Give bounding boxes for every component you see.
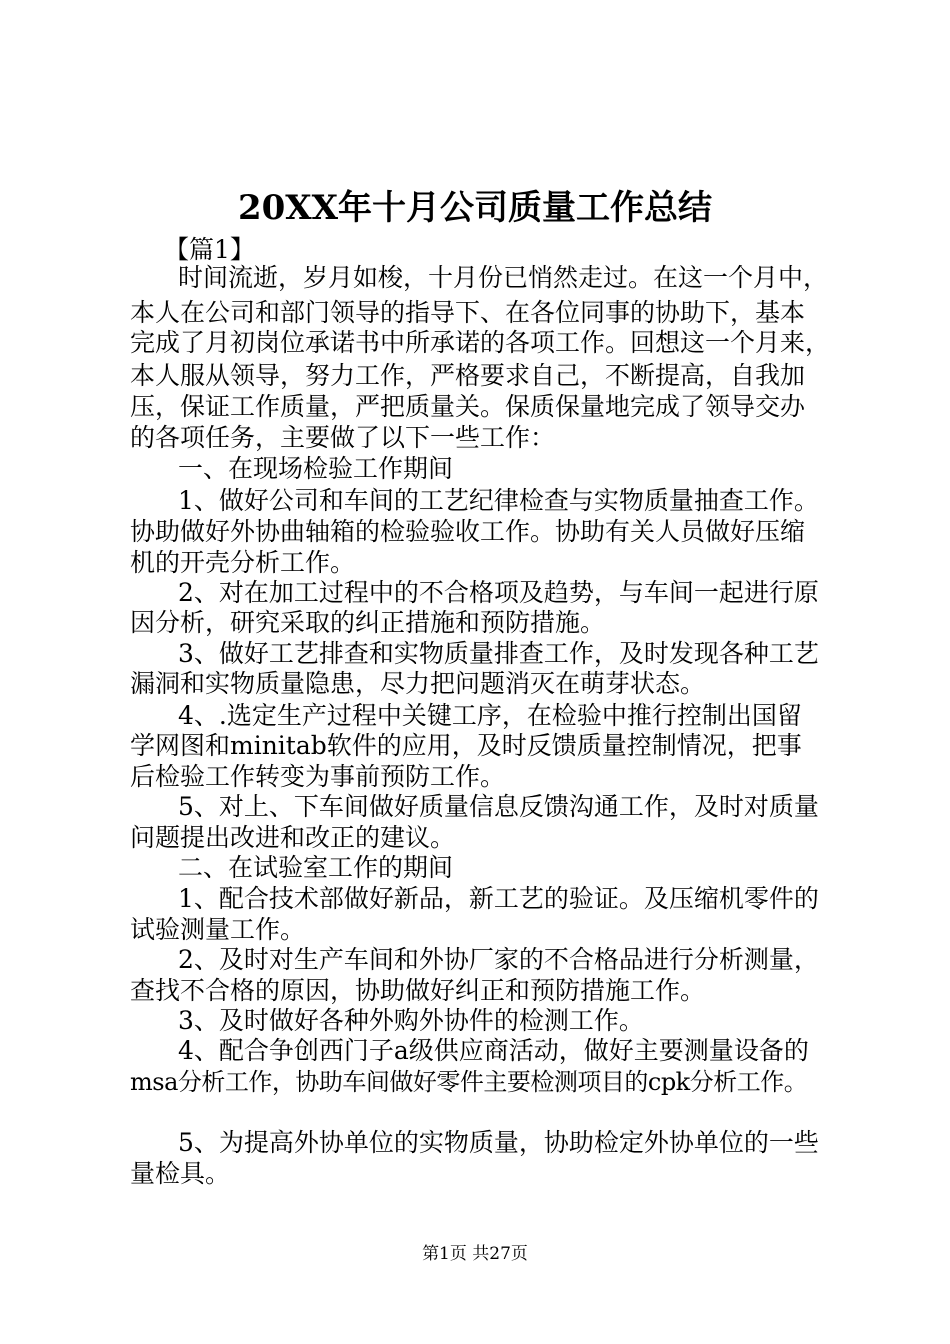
paragraph-line: 4、.选定生产过程中关键工序，在检验中推行控制出国留 <box>178 701 802 730</box>
paragraph-line: 1、做好公司和车间的工艺纪律检查与实物质量抽查工作。 <box>178 486 819 515</box>
paragraph-line: 本人在公司和部门领导的指导下、在各位同事的协助下，基本 <box>130 298 806 327</box>
paragraph-line: 1、配合技术部做好新品，新工艺的验证。及压缩机零件的 <box>178 884 819 913</box>
paragraph-line: 2、对在加工过程中的不合格项及趋势，与车间一起进行原 <box>178 578 819 607</box>
paragraph-line: 3、及时做好各种外购外协件的检测工作。 <box>178 1006 644 1035</box>
paragraph-line: msa分析工作，协助车间做好零件主要检测项目的cpk分析工作。 <box>130 1068 808 1096</box>
section-heading: 一、在现场检验工作期间 <box>178 454 454 483</box>
paragraph-line: 的各项任务，主要做了以下一些工作： <box>130 423 556 452</box>
paragraph-line: 协助做好外协曲轴箱的检验验收工作。协助有关人员做好压缩 <box>130 517 806 546</box>
section-heading: 二、在试验室工作的期间 <box>178 853 454 882</box>
page-number-footer: 第1页 共27页 <box>422 1244 528 1264</box>
paragraph-line: 问题提出改进和改正的建议。 <box>130 823 456 852</box>
paragraph-line: 5、对上、下车间做好质量信息反馈沟通工作，及时对质量 <box>178 792 819 821</box>
document-title: 20XX年十月公司质量工作总结 <box>237 188 713 228</box>
paragraph-line: 查找不合格的原因，协助做好纠正和预防措施工作。 <box>130 976 706 1005</box>
paragraph-line: 完成了月初岗位承诺书中所承诺的各项工作。回想这一个月来， <box>130 328 831 357</box>
paragraph-line: 学网图和minitab软件的应用，及时反馈质量控制情况，把事 <box>130 731 802 760</box>
paragraph-line: 量检具。 <box>130 1159 231 1188</box>
paragraph-line: 试验测量工作。 <box>130 915 306 944</box>
paragraph-line: 时间流逝，岁月如梭，十月份已悄然走过。在这一个月中， <box>178 263 829 292</box>
section-label: 【篇1】 <box>164 235 255 264</box>
paragraph-line: 2、及时对生产车间和外协厂家的不合格品进行分析测量， <box>178 945 819 974</box>
paragraph-line: 机的开壳分析工作。 <box>130 548 356 577</box>
paragraph-line: 漏洞和实物质量隐患，尽力把问题消灭在萌芽状态。 <box>130 669 706 698</box>
paragraph-line: 压，保证工作质量，严把质量关。保质保量地完成了领导交办 <box>130 392 806 421</box>
paragraph-line: 5、为提高外协单位的实物质量，协助检定外协单位的一些 <box>178 1128 819 1157</box>
paragraph-line: 3、做好工艺排查和实物质量排查工作，及时发现各种工艺 <box>178 639 819 668</box>
paragraph-line: 因分析，研究采取的纠正措施和预防措施。 <box>130 608 606 637</box>
paragraph-line: 本人服从领导，努力工作，严格要求自己，不断提高，自我加 <box>130 361 806 390</box>
paragraph-line: 4、配合争创西门子a级供应商活动，做好主要测量设备的 <box>178 1036 809 1065</box>
paragraph-line: 后检验工作转变为事前预防工作。 <box>130 762 506 791</box>
